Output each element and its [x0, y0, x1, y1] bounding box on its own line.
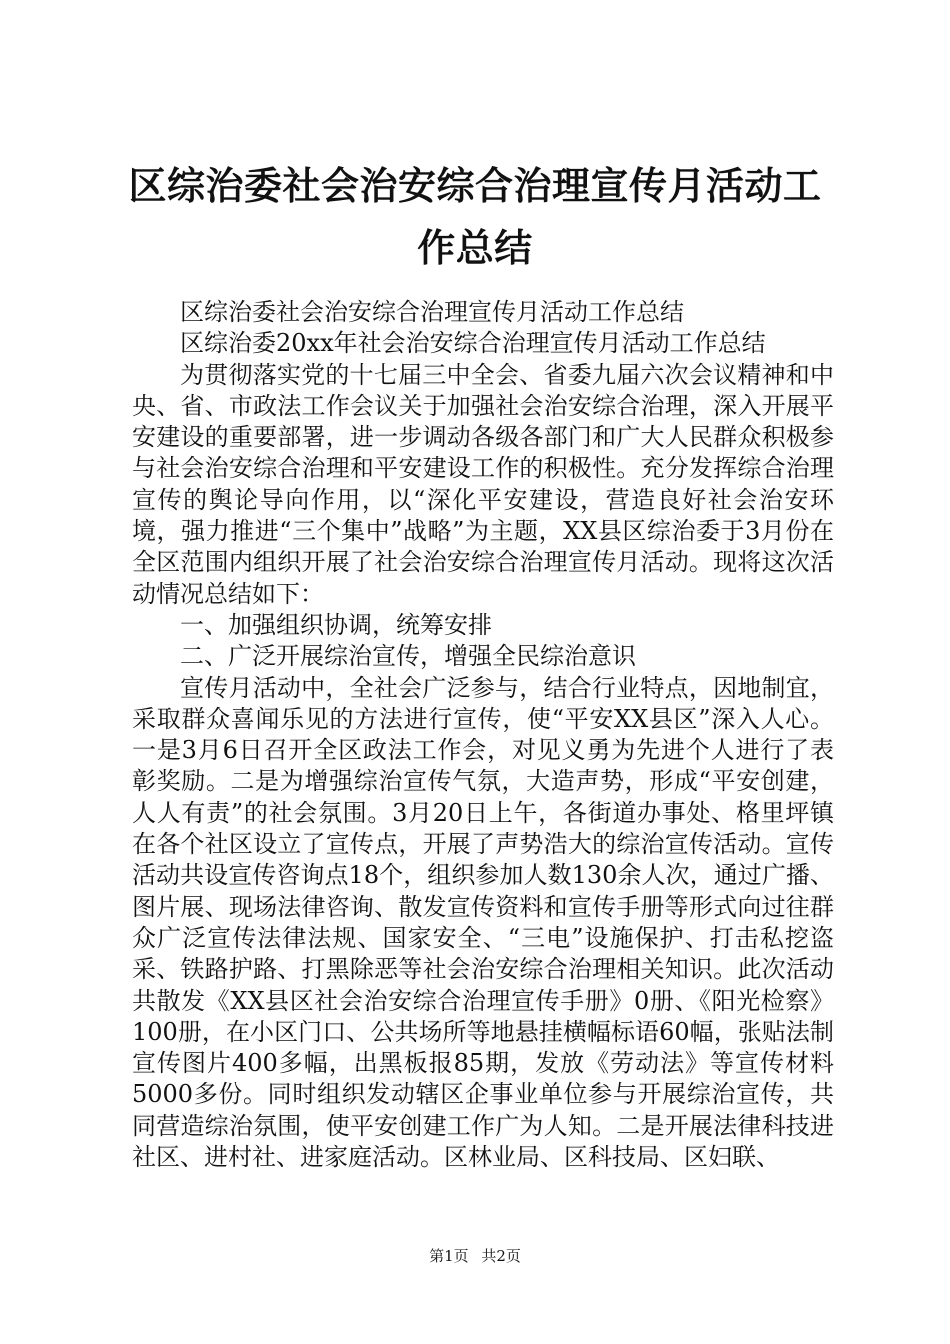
page-number: 第1页: [429, 1247, 469, 1265]
body-paragraph-2: 区综治委20xx年社会治安综合治理宣传月活动工作总结: [180, 329, 766, 358]
page-total: 共2页: [481, 1247, 521, 1265]
section-heading-2: 二、广泛开展综治宣传，增强全民综治意识: [180, 642, 636, 671]
body-paragraph-3: 为贯彻落实党的十七届三中全会、省委九届六次会议精神和中央、省、市政法工作会议关于加强社会治安综合治理，深入开展平安建设的重要部署，进一步调动各级各部门和广大人民群众积极参与社会治安综合治理和平安建设工作的积极性。充分发挥综合治理宣传的舆论导向作用，以“深化平安建设，营造良好社会治安环境，强力推进“三个集中”战略”为主题，XX县区综治委于3月份在全区范围内组织开展了社会治安综合治理宣传月活动。现将这次活动情况总结如下：: [132, 360, 834, 608]
document-title: 区综治委社会治安综合治理宣传月活动工作总结: [128, 164, 822, 270]
document-body: [132, 297, 834, 1173]
body-paragraph-1: 区综治委社会治安综合治理宣传月活动工作总结: [180, 298, 684, 326]
page-footer: [0, 1246, 950, 1266]
body-paragraph-4: 宣传月活动中，全社会广泛参与，结合行业特点，因地制宜，采取群众喜闻乐见的方法进行宣传，使“平安XX县区”深入人心。一是3月6日召开全区政法工作会，对见义勇为先进个人进行了表彰奖励。二是为增强综治宣传气氛，大造声势，形成“平安创建，人人有责”的社会氛围。3月20日上午，各街道办事处、格里坪镇在各个社区设立了宣传点，开展了声势浩大的综治宣传活动。宣传活动共设宣传咨询点18个，组织参加人数130余人次，通过广播、图片展、现场法律咨询、散发宣传资料和宣传手册等形式向过往群众广泛宣传法律法规、国家安全、“三电”设施保护、打击私挖盗采、铁路护路、打黑除恶等社会治安综合治理相关知识。此次活动共散发《XX县区社会治安综合治理宣传手册》0册、《阳光检察》100册，在小区门口、公共场所等地悬挂横幅标语60幅，张贴法制宣传图片400多幅，出黑板报85期，发放《劳动法》等宣传材料5000多份。同时组织发动辖区企事业单位参与开展综治宣传，共同营造综治氛围，使平安创建工作广为人知。二是开展法律科技进社区、进村社、进家庭活动。区林业局、区科技局、区妇联、: [132, 673, 834, 1172]
section-heading-1: 一、加强组织协调，统筹安排: [180, 610, 492, 639]
